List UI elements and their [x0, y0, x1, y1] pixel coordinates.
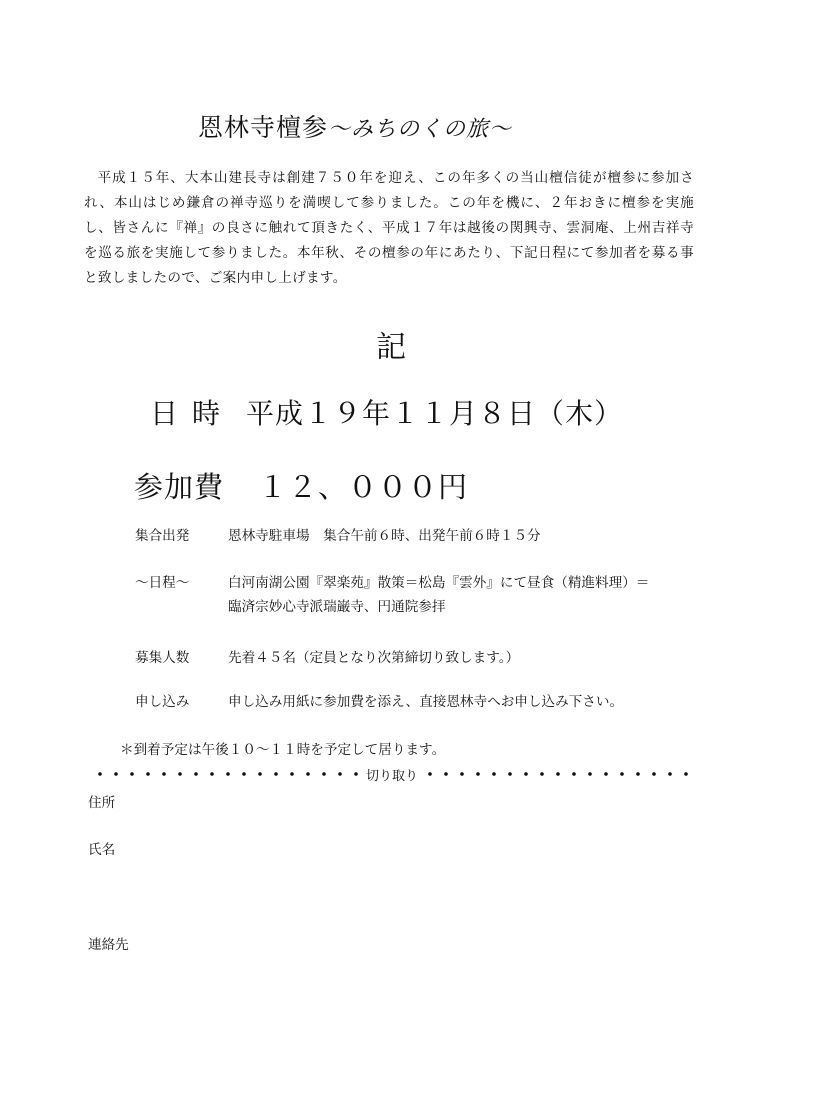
cut-dots-left: [92, 772, 362, 776]
datetime-value: 平成１９年１１月８日（木）: [246, 397, 624, 430]
apply-label: 申し込み: [135, 694, 190, 710]
schedule-line-1: 白河南湖公園『翠楽苑』散策＝松島『雲外』にて昼食（精進料理）＝: [228, 575, 650, 591]
contact-label: 連絡先: [88, 937, 129, 953]
intro-paragraph: 平成１５年、大本山建長寺は創建７５０年を迎え、この年多くの当山檀信徒が檀参に参加され、本山はじめ鎌倉の禅寺巡りを満喫して参りました。この年を機に、２年おきに檀参を実施し、皆さんに『禅』の良さに触れて頂きたく、平成１７年は越後の関興寺、雲洞庵、上州吉祥寺を巡る旅を実施して参りました。本年秋、その檀参の年にあたり、下記日程にて参加者を募る事と致しましたので、ご案内申し上げます。: [84, 170, 694, 286]
datetime-line: [150, 392, 623, 432]
fee-line: [134, 465, 468, 506]
document-title: [198, 108, 512, 144]
datetime-label: 日時: [150, 397, 235, 430]
assembly-label: 集合出発: [135, 528, 190, 544]
fee-value: １２、０００円: [258, 470, 469, 504]
ki-heading: 記: [376, 330, 406, 365]
schedule-value: [228, 571, 649, 619]
schedule-label: ～日程～: [135, 575, 190, 591]
recruit-label: 募集人数: [135, 650, 190, 666]
address-label: 住所: [88, 795, 116, 811]
arrival-note: ＊到着予定は午後１０～１１時を予定して居ります。: [120, 742, 446, 758]
cut-line: [92, 762, 692, 786]
cut-dots-right: [422, 772, 692, 776]
schedule-line-2: 臨済宗妙心寺派瑞巌寺、円通院参拝: [228, 599, 446, 615]
apply-value: 申し込み用紙に参加費を添え、直接恩林寺へお申し込み下さい。: [228, 694, 624, 710]
title-subtitle: ～みちのくの旅～: [328, 117, 513, 142]
assembly-value: 恩林寺駐車場 集合午前６時、出発午前６時１５分: [228, 528, 541, 544]
title-main: 恩林寺檀参: [198, 113, 329, 142]
name-label: 氏名: [88, 842, 116, 858]
recruit-value: 先着４５名（定員となり次第締切り致します。）: [228, 650, 520, 666]
cut-label: 切り取り: [366, 768, 419, 784]
fee-label: 参加費: [134, 470, 225, 504]
